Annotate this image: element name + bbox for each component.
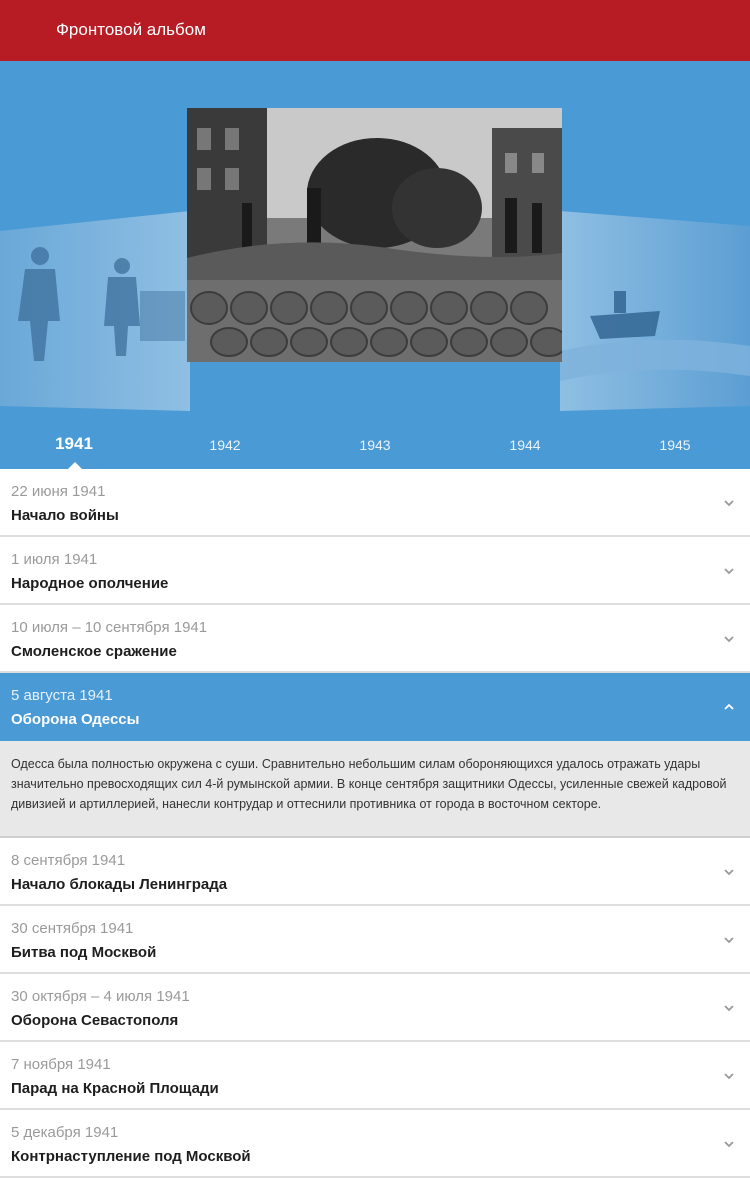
list-item-event[interactable]: [0, 605, 750, 673]
event-date: 5 августа 1941: [11, 687, 113, 704]
event-title: Начало войны: [11, 507, 119, 524]
chevron-down-icon: [724, 1140, 734, 1148]
list-item-event-expanded[interactable]: [0, 673, 750, 741]
list-item-event[interactable]: [0, 974, 750, 1042]
chevron-down-icon: [724, 635, 734, 643]
app-title: Фронтовой альбом: [56, 20, 206, 39]
event-date: 1 июля 1941: [11, 551, 98, 568]
event-title: Парад на Красной Площади: [11, 1080, 219, 1097]
tab-year-1945[interactable]: 1945: [659, 437, 691, 453]
event-date: 8 сентября 1941: [11, 852, 126, 869]
event-title: Битва под Москвой: [11, 944, 157, 961]
event-date: 10 июля – 10 сентября 1941: [11, 619, 208, 636]
event-title: Смоленское сражение: [11, 643, 177, 660]
hero-photo[interactable]: [187, 108, 562, 362]
event-date: 22 июня 1941: [11, 483, 106, 500]
list-item-event[interactable]: [0, 1042, 750, 1110]
event-title: Контрнаступление под Москвой: [11, 1148, 251, 1165]
event-date: 30 сентября 1941: [11, 920, 134, 937]
tab-year-1943[interactable]: 1943: [359, 437, 391, 453]
list-item-event[interactable]: [0, 838, 750, 906]
event-title: Оборона Севастополя: [11, 1012, 179, 1029]
event-title: Оборона Одессы: [11, 711, 140, 728]
event-date: 5 декабря 1941: [11, 1124, 119, 1141]
chevron-down-icon: [724, 1004, 734, 1012]
events-list: [0, 469, 750, 1178]
list-item-event[interactable]: [0, 537, 750, 605]
hero-carousel[interactable]: [0, 61, 750, 469]
chevron-down-icon: [724, 499, 734, 507]
event-description: Одесса была полностью окружена с суши. Сравнительно небольшим силам обороняющихся удалось отражать удары значительно превосходящих сил 4-й румынской армии. В конце сентября защитники Одессы, усиленные свежей кадровой дивизией и артиллерией, нанесли контрудар и оттеснили противника от города в восточном секторе.: [0, 741, 750, 838]
year-tabs: [0, 428, 750, 469]
chevron-up-icon: [724, 703, 734, 711]
event-title: Начало блокады Ленинграда: [11, 876, 228, 893]
tab-year-1941[interactable]: 1941: [55, 434, 93, 453]
list-item-event[interactable]: [0, 469, 750, 537]
tab-year-1944[interactable]: 1944: [509, 437, 541, 453]
chevron-down-icon: [724, 868, 734, 876]
list-item-event[interactable]: [0, 1110, 750, 1178]
tab-year-1942[interactable]: 1942: [209, 437, 241, 453]
list-item-event[interactable]: [0, 906, 750, 974]
active-year-indicator: [68, 462, 82, 469]
chevron-down-icon: [724, 567, 734, 575]
event-date: 7 ноября 1941: [11, 1056, 111, 1073]
app-bar: [0, 0, 750, 61]
event-date: 30 октября – 4 июля 1941: [11, 988, 190, 1005]
chevron-down-icon: [724, 936, 734, 944]
chevron-down-icon: [724, 1072, 734, 1080]
event-title: Народное ополчение: [11, 575, 169, 592]
